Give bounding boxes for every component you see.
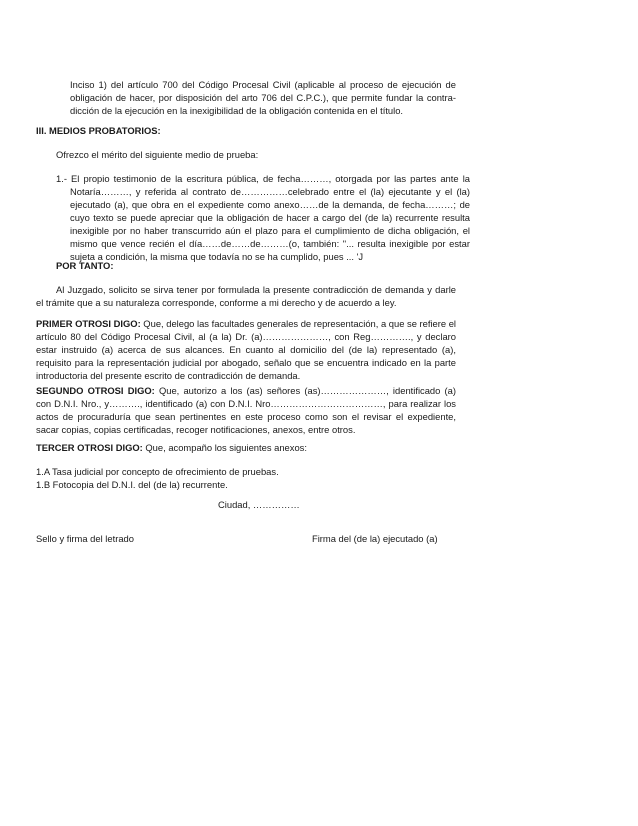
primer-otrosi-label: PRIMER OTROSI DIGO: xyxy=(36,318,141,329)
intro-line-1: Inciso 1) del artículo 700 del Código Procesal Civil (aplicable al proceso de ejecución de xyxy=(70,79,456,90)
por-tanto-heading: POR TANTO: xyxy=(56,260,114,271)
signature-letrado: Sello y firma del letrado xyxy=(36,533,134,544)
primer-otrosi-paragraph xyxy=(36,317,456,382)
offer-text: Ofrezco el mérito del siguiente medio de prueba: xyxy=(56,149,259,160)
ciudad-line: Ciudad, …………… xyxy=(218,499,300,510)
segundo-otrosi-label: SEGUNDO OTROSI DIGO: xyxy=(36,385,155,396)
section-heading-medios-probatorios: III. MEDIOS PROBATORIOS: xyxy=(36,125,161,136)
primer-otrosi-text: Que, delego las facultades generales de representación, a que se refiere el artículo 80 del Código Procesal Civil, al (a la) Dr. (a)…………………, con Reg…………., y declaro estar instruido (a) acerca de sus alcances. En cuanto al domicilio del (de la) representado (a), requisito para la representación judicial por abogado, señalo que se encuentra indicado en la parte introductoria del presente escrito de contradicción de demanda. xyxy=(36,318,457,381)
por-tanto-paragraph: Al Juzgado, solicito se sirva tener por formulada la presente contradicción de demanda y darle el trámite que a su naturaleza corresponde, conforme a mi derecho y de acuerdo a ley. xyxy=(36,284,456,308)
anexos-list xyxy=(36,465,456,491)
intro-line-2: obligación de hacer, por disposición del arto 706 del C.P.C.), que permite fundar la contra- xyxy=(70,92,456,103)
segundo-otrosi-paragraph xyxy=(36,384,456,436)
anexo-1b: 1.B Fotocopia del D.N.I. del (de la) recurrente. xyxy=(36,479,228,490)
intro-paragraph xyxy=(70,78,456,117)
segundo-otrosi-text: Que, autorizo a los (as) señores (as)…………………, identificado (a) con D.N.I. Nro., y………., identificado (a) con D.N.I. Nro………………………………, para realizar los actos de procuraduría que sean pertinentes en este proceso como son el revisar el expediente, sacar copias, copias certificadas, recoger notificaciones, anexos, entre otros. xyxy=(36,385,456,435)
signature-ejecutado: Firma del (de la) ejecutado (a) xyxy=(312,533,438,544)
evidence-item-1: 1.- El propio testimonio de la escritura pública, de fecha………, otorgada por las partes ante la Notaría………, y referida al contrato de……………celebrado entre el (la) ejecutante y el (la) ejecutado (a), que obra en el expediente como anexo……de la demanda, de fecha………; de cuyo texto se puede apreciar que la obligación de hacer a cargo del (de la) recurrente resulta inexigible por no haber transcurrido aún el plazo para el cumplimiento de dicha obligación, el mismo que vence recién el día……de……de………(o, también: "... resulta inexigible por estar sujeta a condición, la misma que todavía no se ha cumplido, pues ... 'J xyxy=(56,173,470,262)
tercer-otrosi-label: TERCER OTROSI DIGO: xyxy=(36,442,143,453)
tercer-otrosi-text: Que, acompaño los siguientes anexos: xyxy=(142,442,307,453)
intro-line-3: dicción de la ejecución en la inexigibilidad de la obligación contenida en el título. xyxy=(70,105,404,116)
tercer-otrosi-paragraph xyxy=(36,441,456,454)
anexo-1a: 1.A Tasa judicial por concepto de ofrecimiento de pruebas. xyxy=(36,466,279,477)
